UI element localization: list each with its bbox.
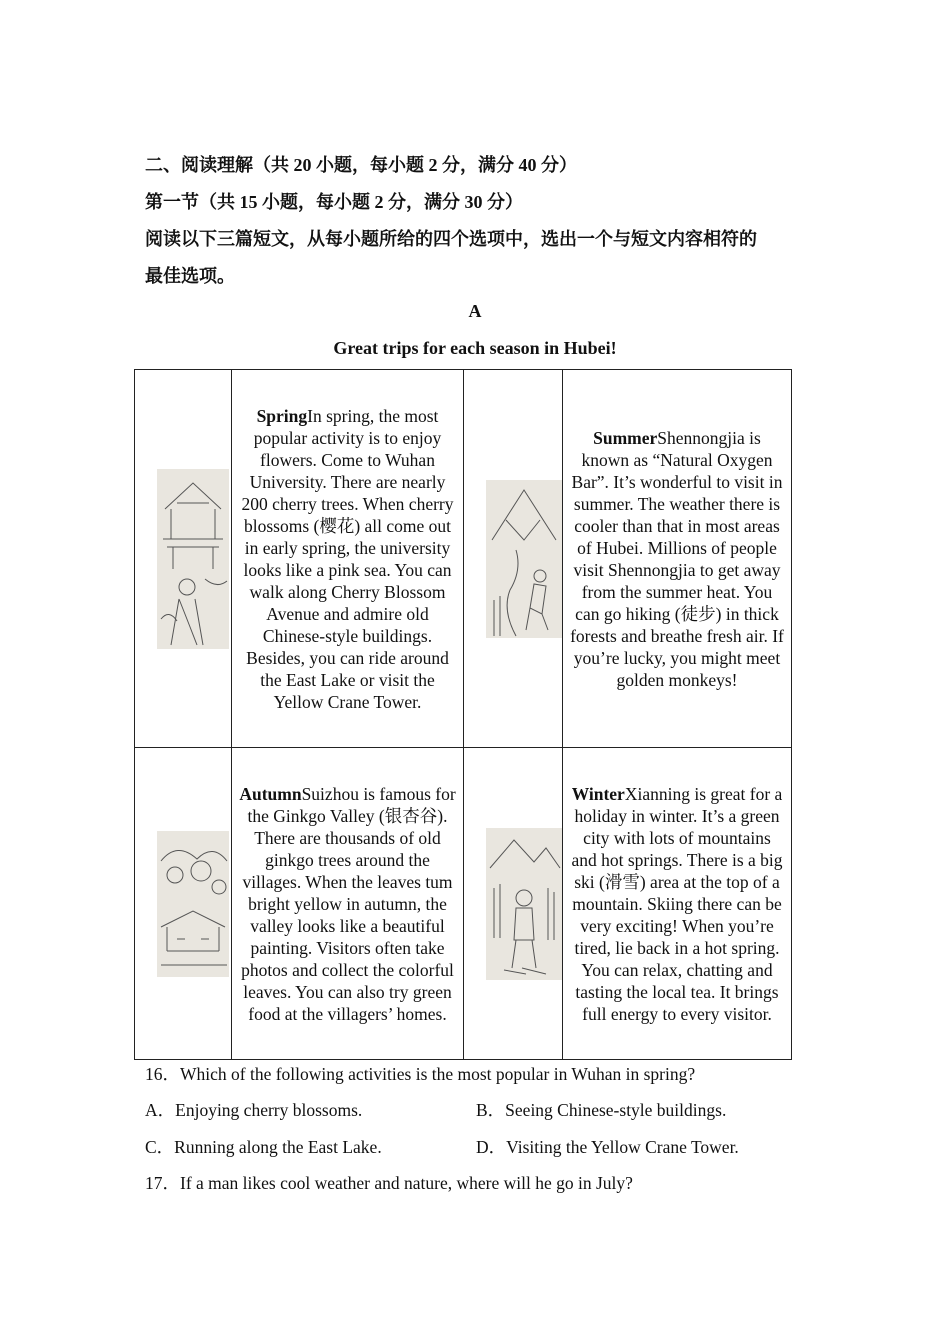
seasons-table [134, 369, 792, 1060]
spring-text: In spring, the most popular activity is to enjoy flowers. Come to Wuhan University. There are nearly 200 cherry trees. When cherry blossoms (樱花) all come out in early spring, the university looks like a pink sea. You can walk along Cherry Blossom Avenue and admire old Chinese-style buildings. Besides, you can ride around the East Lake or visit the Yellow Crane Tower. [241, 405, 454, 712]
autumn-image-cell [135, 748, 232, 1060]
autumn-illustration [157, 831, 229, 977]
subsection-heading: 第一节（共 15 小题，每小题 2 分，满分 30 分） [145, 192, 523, 212]
section-heading: 二、阅读理解（共 20 小题，每小题 2 分，满分 40 分） [145, 155, 577, 175]
spring-cell [232, 370, 464, 748]
question-16-option-b[interactable]: B．Seeing Chinese-style buildings. [476, 1100, 727, 1120]
spring-illustration [157, 469, 229, 649]
spring-season-label: Spring [256, 405, 308, 426]
instruction-line-1: 阅读以下三篇短文，从每小题所给的四个选项中，选出一个与短文内容相符的 [145, 229, 757, 249]
question-16-option-a[interactable]: A．Enjoying cherry blossoms. [145, 1100, 363, 1120]
passage-label: A [468, 301, 482, 321]
winter-cell [563, 748, 792, 1060]
summer-image-cell [464, 370, 563, 748]
winter-season-label: Winter [571, 783, 625, 804]
question-17-stem: 17．If a man likes cool weather and nature, where will he go in July? [145, 1173, 633, 1193]
autumn-cell [232, 748, 464, 1060]
autumn-season-label: Autumn [239, 783, 302, 804]
summer-illustration [486, 480, 562, 638]
question-16-option-c[interactable]: C．Running along the East Lake. [145, 1137, 382, 1157]
instruction-line-2: 最佳选项。 [145, 266, 235, 286]
question-16-stem: 16．Which of the following activities is the most popular in Wuhan in spring? [145, 1064, 696, 1084]
winter-illustration [486, 828, 562, 980]
question-16-option-d[interactable]: D．Visiting the Yellow Crane Tower. [476, 1137, 739, 1157]
autumn-text: Suizhou is famous for the Ginkgo Valley (银杏谷). There are thousands of old ginkgo trees around the villages. When the leaves tum bright yellow in autumn, the valley looks like a beautiful painting. Visitors often take photos and collect the colorful leaves. You can also try green food at the villagers’ homes. [241, 783, 456, 1024]
summer-cell [563, 370, 792, 748]
winter-text: Xianning is great for a holiday in winter. It’s a green city with lots of mountains and hot springs. There is a big ski (滑雪) area at the top of a mountain. Skiing there can be very exciting! When you’re tired, lie back in a hot spring. You can relax, chatting and tasting the local tea. It brings full energy to every visitor. [571, 783, 783, 1024]
passage-title: Great trips for each season in Hubei! [333, 338, 617, 358]
summer-season-label: Summer [593, 427, 658, 448]
summer-text: Shennongjia is known as “Natural Oxygen Bar”. It’s wonderful to visit in summer. The weather there is cooler than that in most areas of Hubei. Millions of people visit Shennongjia to get away from the summer heat. You can go hiking (徒步) in thick forests and breathe fresh air. If you’re lucky, you might meet golden monkeys! [570, 427, 784, 690]
spring-image-cell [135, 370, 232, 748]
winter-image-cell [464, 748, 563, 1060]
